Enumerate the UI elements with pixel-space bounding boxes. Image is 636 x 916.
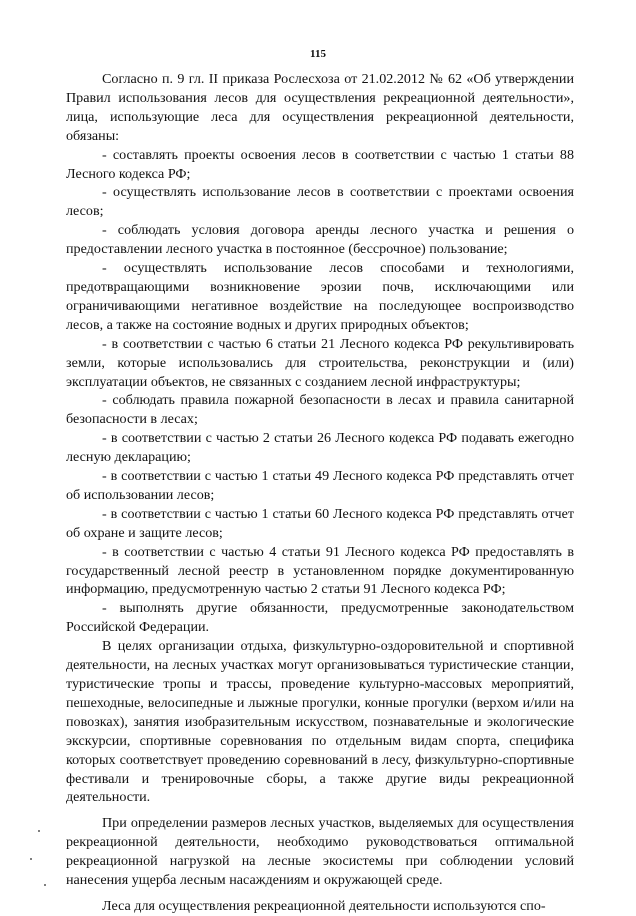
page-body	[66, 70, 574, 916]
intro-paragraph: Согласно п. 9 гл. II приказа Рослесхоза от 21.02.2012 № 62 «Об утверждении Правил использования лесов для осуществления рекреационной деятельности», лица, использующие леса для осуществления рекреационной деятельности, обязаны:	[66, 71, 574, 144]
continued-paragraph: Леса для осуществления рекреационной деятельности используются спо-	[102, 897, 546, 914]
obligation-item: - осуществлять использование лесов в соответствии с проектами освоения лесов;	[66, 184, 574, 220]
obligation-item: - осуществлять использование лесов способами и технологиями, предотвращающими возникновение эрозии почв, исключающими или ограничивающими негативное воздействие на последующее воспроизводство лесов, а также на состояние водных и других природных объектов;	[66, 260, 574, 333]
scan-speck	[44, 884, 46, 886]
page-number: 115	[310, 48, 326, 60]
plot-size-paragraph: При определении размеров лесных участков, выделяемых для осуществления рекреационной деятельности, необходимо руководствоваться оптимальной рекреационной нагрузкой на лесные экосистемы при соблюдении условий нанесения ущерба лесным насаждениям и окружающей среде.	[66, 815, 574, 889]
obligation-item: - выполнять другие обязанности, предусмотренные законодательством Российской Федерации.	[66, 600, 574, 636]
obligation-item: - соблюдать условия договора аренды лесного участка и решения о предоставлении лесного участка в постоянное (бессрочное) пользование;	[66, 222, 574, 258]
obligation-item: - соблюдать правила пожарной безопасности в лесах и правила санитарной безопасности в лесах;	[66, 392, 574, 428]
obligation-item: - в соответствии с частью 2 статьи 26 Лесного кодекса РФ подавать ежегодно лесную декларацию;	[66, 430, 574, 466]
recreation-activities-paragraph: В целях организации отдыха, физкультурно-оздоровительной и спортивной деятельности, на лесных участках могут организовываться туристические станции, туристические тропы и трассы, проведение культурно-массовых мероприятий, пешеходные, велосипедные и лыжные прогулки, конные прогулки (верхом и/или на повозках), занятия изобразительным искусством, познавательные и экологические экскурсии, спортивные соревнования по отдельным видам спорта, специфика которых соответствует проведению соревнований в лесу, физкультурно-спортивные фестивали и тренировочные сборы, а также другие виды рекреационной деятельности.	[66, 638, 574, 806]
obligation-item: - в соответствии с частью 4 статьи 91 Лесного кодекса РФ предоставлять в государственный лесной реестр в установленном порядке документированную информацию, предусмотренную частью 2 статьи 91 Лесного кодекса РФ;	[66, 543, 574, 598]
scan-speck	[30, 858, 32, 860]
scan-speck	[38, 830, 40, 832]
obligation-item: - в соответствии с частью 1 статьи 49 Лесного кодекса РФ представлять отчет об использовании лесов;	[66, 468, 574, 503]
obligation-item: - в соответствии с частью 6 статьи 21 Лесного кодекса РФ рекультивировать земли, которые использовались для строительства, реконструкции и (или) эксплуатации объектов, не связанных с созданием лесной инфраструктуры;	[66, 335, 574, 390]
obligation-item: - составлять проекты освоения лесов в соответствии с частью 1 статьи 88 Лесного кодекса РФ;	[66, 146, 574, 182]
obligation-item: - в соответствии с частью 1 статьи 60 Лесного кодекса РФ представлять отчет об охране и защите лесов;	[66, 505, 574, 541]
